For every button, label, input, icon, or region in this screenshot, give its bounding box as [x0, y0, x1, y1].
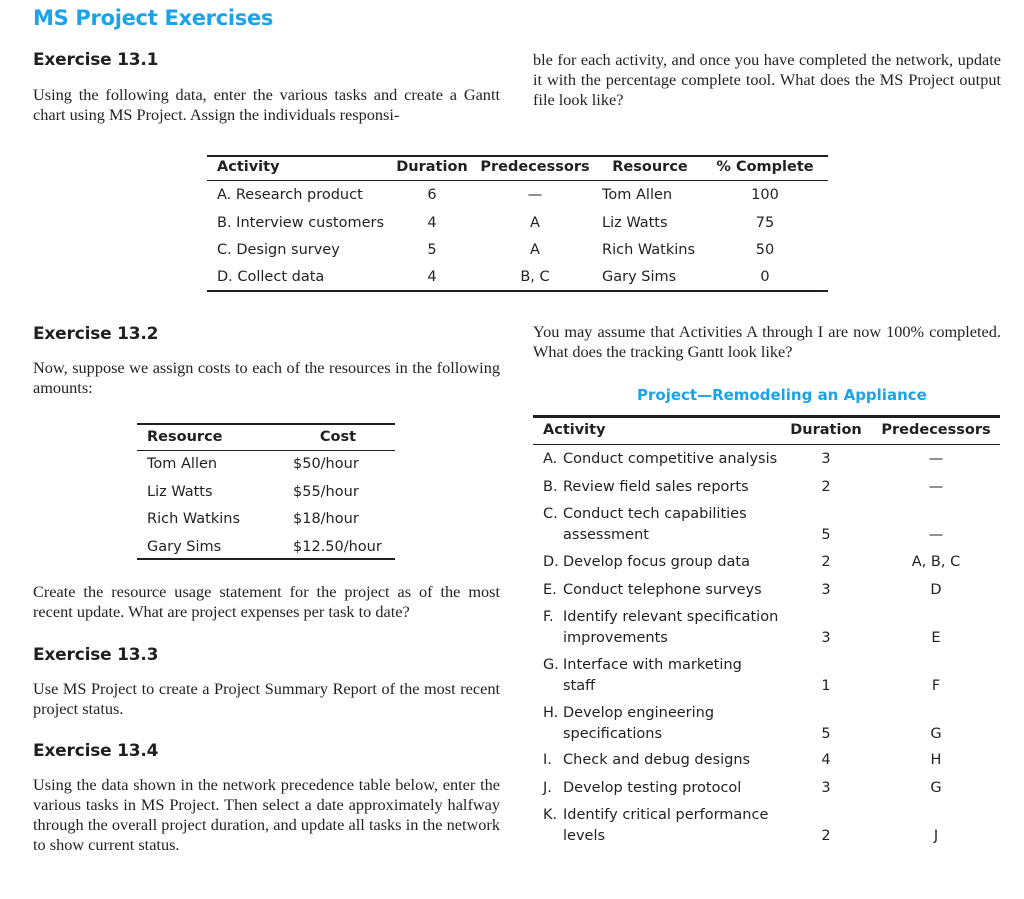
activity-letter: H. [543, 705, 559, 721]
table-cell: Gary Sims [602, 269, 677, 285]
table-cell: 4 [427, 215, 437, 231]
column-header: Duration [396, 159, 468, 175]
activity-name: Develop testing protocol [563, 780, 742, 796]
table-cell: A [530, 242, 540, 258]
table-cell: Liz Watts [147, 484, 213, 500]
activity-name-cont: assessment [563, 527, 649, 543]
table-cell: Gary Sims [147, 539, 222, 555]
table-cell: B, C [520, 269, 550, 285]
table-rule [137, 558, 395, 560]
activity-name-cont: improvements [563, 630, 668, 646]
predecessors-cell: J [933, 828, 939, 844]
table-cell: 50 [755, 242, 775, 258]
duration-cell: 2 [821, 479, 831, 495]
duration-cell: 5 [821, 527, 831, 543]
exercise-13-3-text: Use MS Project to create a Project Summary Report of the most recent project status. [33, 679, 500, 718]
activity-name: Identify critical performance [563, 807, 769, 823]
duration-cell: 3 [821, 451, 831, 467]
column-header: % Complete [716, 159, 814, 175]
table-cell: Rich Watkins [147, 511, 241, 527]
table-cell: $55/hour [293, 484, 359, 500]
column-header: Activity [543, 422, 606, 438]
table-cell: 5 [427, 242, 437, 258]
predecessors-cell: F [931, 678, 941, 694]
table-rule [533, 444, 1000, 445]
predecessors-cell: G [930, 780, 942, 796]
column-header: Cost [319, 429, 357, 445]
activity-letter: I. [543, 752, 552, 768]
table-cell: $12.50/hour [293, 539, 382, 555]
table-cell: Tom Allen [602, 187, 673, 203]
exercise-13-1-text-right: ble for each activity, and once you have completed the network, update it with the percentage complete tool. What does the MS Project output file look like? [533, 50, 1001, 109]
project-table-title: Project—Remodeling an Appliance [637, 386, 927, 404]
table-cell: Rich Watkins [602, 242, 696, 258]
exercise-13-2-text-right: You may assume that Activities A through I are now 100% completed. What does the tracking Gantt look like? [533, 322, 1001, 361]
activity-name: Interface with marketing [563, 657, 742, 673]
table-rule [137, 423, 395, 425]
table-cell: C. Design survey [217, 242, 340, 258]
table-cell: 75 [755, 215, 775, 231]
table-cell: 4 [427, 269, 437, 285]
activity-name: Conduct telephone surveys [563, 582, 762, 598]
duration-cell: 4 [821, 752, 831, 768]
table-cell: — [527, 187, 543, 203]
predecessors-cell: A, B, C [911, 554, 961, 570]
page-title: MS Project Exercises [33, 6, 274, 30]
activity-name-cont: levels [563, 828, 606, 844]
activity-letter: B. [543, 479, 558, 495]
activity-name: Check and debug designs [563, 752, 751, 768]
column-header: Resource [147, 429, 223, 445]
activity-letter: D. [543, 554, 559, 570]
activity-letter: K. [543, 807, 558, 823]
duration-cell: 2 [821, 828, 831, 844]
table-cell: Liz Watts [602, 215, 668, 231]
table-cell: 6 [427, 187, 437, 203]
activity-name-cont: staff [563, 678, 596, 694]
predecessors-cell: E [931, 630, 941, 646]
exercise-13-1-text-left: Using the following data, enter the various tasks and create a Gantt chart using MS Project. Assign the individuals responsi- [33, 85, 500, 124]
activity-name: Develop engineering [563, 705, 715, 721]
activity-name-cont: specifications [563, 726, 663, 742]
table-rule [207, 290, 828, 292]
duration-cell: 3 [821, 780, 831, 796]
table-rule [207, 155, 828, 157]
activity-letter: J. [543, 780, 552, 796]
table-cell: $18/hour [293, 511, 359, 527]
table-cell: B. Interview customers [217, 215, 385, 231]
exercise-13-2-heading: Exercise 13.2 [33, 324, 159, 344]
table-cell: Tom Allen [147, 456, 218, 472]
exercise-13-3-heading: Exercise 13.3 [33, 645, 159, 665]
duration-cell: 3 [821, 582, 831, 598]
activity-name: Conduct competitive analysis [563, 451, 778, 467]
table-cell: 100 [751, 187, 779, 203]
column-header: Predecessors [480, 159, 590, 175]
table-cell: 0 [760, 269, 770, 285]
column-header: Activity [217, 159, 280, 175]
table-cell: A. Research product [217, 187, 363, 203]
predecessors-cell: — [928, 451, 944, 467]
duration-cell: 5 [821, 726, 831, 742]
table-rule [207, 180, 828, 181]
table-rule [137, 450, 395, 451]
column-header: Duration [790, 422, 862, 438]
predecessors-cell: G [930, 726, 942, 742]
activity-letter: G. [543, 657, 559, 673]
column-header: Resource [612, 159, 688, 175]
exercise-13-1-heading: Exercise 13.1 [33, 50, 159, 70]
table-cell: $50/hour [293, 456, 359, 472]
activity-name: Identify relevant specification [563, 609, 779, 625]
exercise-13-2-text: Now, suppose we assign costs to each of the resources in the following amounts: [33, 358, 500, 397]
activity-letter: C. [543, 506, 558, 522]
exercise-13-4-text: Using the data shown in the network precedence table below, enter the various tasks in MS Project. Then select a date approximately halfway through the overall project duration, and update all tasks in the network to show current status. [33, 775, 500, 854]
table-cell: A [530, 215, 540, 231]
activity-name: Conduct tech capabilities [563, 506, 747, 522]
duration-cell: 3 [821, 630, 831, 646]
activity-name: Develop focus group data [563, 554, 750, 570]
exercise-13-4-heading: Exercise 13.4 [33, 741, 159, 761]
column-header: Predecessors [881, 422, 991, 438]
predecessors-cell: H [930, 752, 942, 768]
duration-cell: 2 [821, 554, 831, 570]
exercise-13-2-question: Create the resource usage statement for the project as of the most recent update. What are project expenses per task to date? [33, 582, 500, 621]
predecessors-cell: — [928, 479, 944, 495]
table-rule [533, 415, 1000, 418]
activity-letter: A. [543, 451, 558, 467]
table-cell: D. Collect data [217, 269, 325, 285]
activity-letter: E. [543, 582, 557, 598]
predecessors-cell: — [928, 527, 944, 543]
predecessors-cell: D [930, 582, 942, 598]
activity-letter: F. [543, 609, 554, 625]
duration-cell: 1 [821, 678, 831, 694]
activity-name: Review field sales reports [563, 479, 749, 495]
